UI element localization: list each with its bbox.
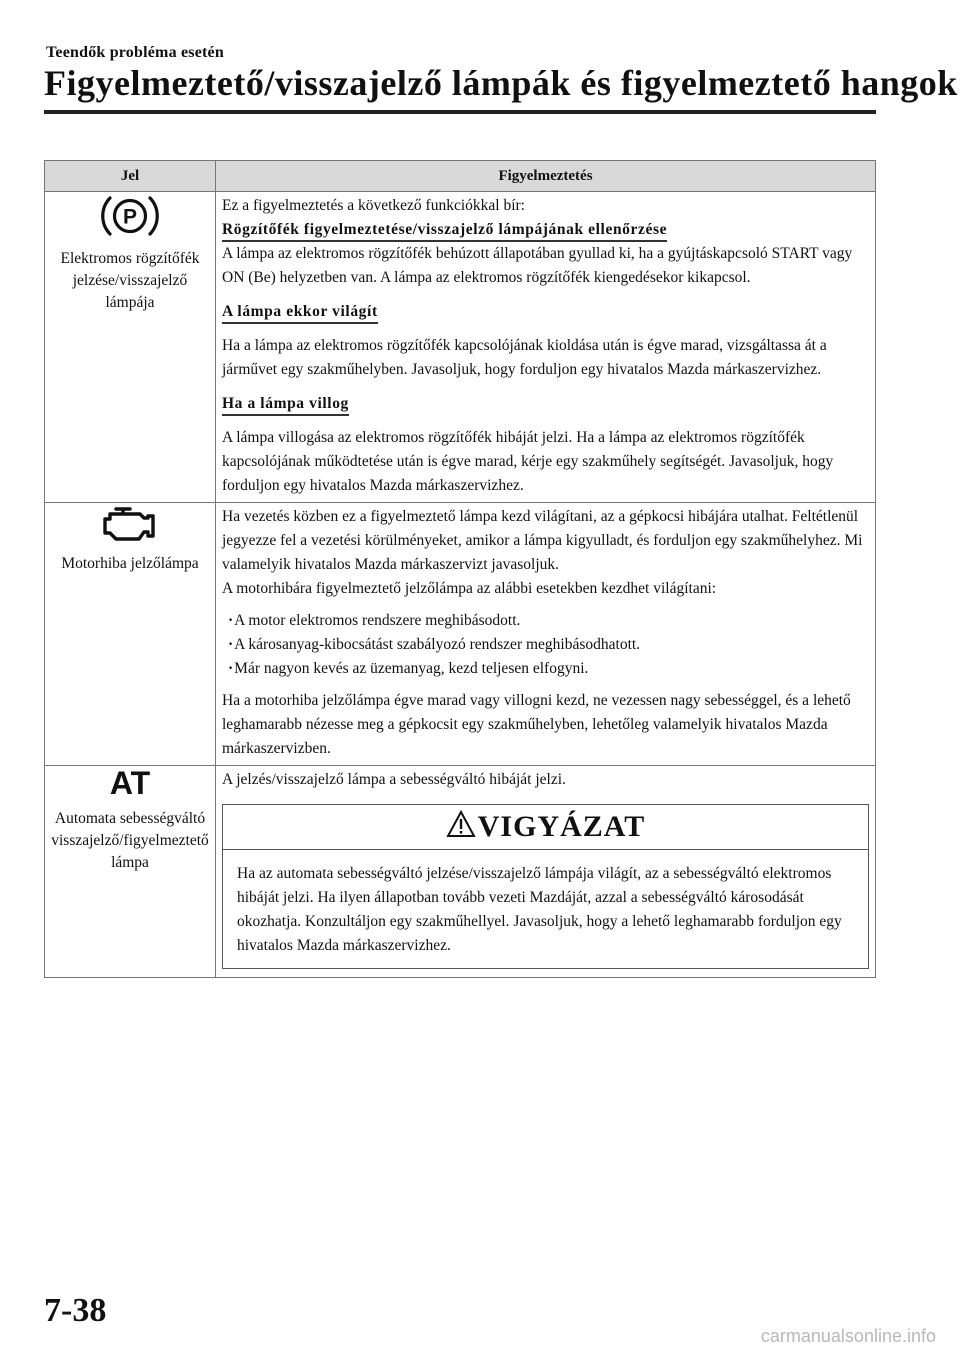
caution-header bbox=[223, 805, 868, 850]
symbol-label: Elektromos rögzítőfék jelzése/visszajelző lámpája bbox=[60, 250, 200, 311]
at-text-1: A jelzés/visszajelző lámpa a sebességváltó hibáját jelzi. bbox=[222, 771, 566, 788]
subheading-check: Rögzítőfék figyelmeztetése/visszajelző lámpájának ellenőrzése bbox=[222, 220, 667, 242]
check-engine-icon bbox=[100, 503, 160, 545]
svg-text:P: P bbox=[122, 205, 138, 229]
flash-text: A lámpa villogása az elektromos rögzítőfék hibáját jelzi. Ha a lámpa az elektromos rögzítőfék kapcsolójának működtetése után is égve marad, kérje egy szakműhely segítségét. Javasoljuk, hogy forduljon egy hivatalos Mazda márkaszervizhez. bbox=[222, 429, 834, 494]
warning-table bbox=[44, 160, 876, 978]
table-row bbox=[45, 503, 876, 766]
column-header-symbol: Jel bbox=[45, 161, 216, 192]
warning-cell bbox=[216, 766, 876, 978]
parking-brake-p-icon bbox=[99, 192, 161, 240]
symbol-label: Motorhiba jelzőlámpa bbox=[61, 555, 199, 572]
watermark: carmanualsonline.info bbox=[760, 1326, 936, 1346]
subheading-flash: Ha a lámpa villog bbox=[222, 394, 349, 416]
automatic-transmission-at-icon bbox=[99, 766, 161, 800]
caution-box bbox=[222, 804, 869, 969]
list-item: · A károsanyag-kibocsátást szabályozó rendszer meghibásodhatott. bbox=[228, 633, 869, 657]
caution-body: Ha az automata sebességváltó jelzése/visszajelző lámpája világít, az a sebességváltó elektromos hibáját jelzi. Ha ilyen állapotban tovább vezeti Mazdáját, azzal a sebességváltó károsodását okozhatja. Konzultáljon egy szakműhellyel. Javasoljuk, hogy a lehető leghamarabb forduljon egy hivatalos Mazda márkaszervizhez. bbox=[237, 865, 842, 954]
list-item: · A motor elektromos rendszere meghibásodott. bbox=[228, 609, 869, 633]
symbol-cell bbox=[45, 192, 216, 503]
intro-text: Ez a figyelmeztetés a következő funkciókkal bír: bbox=[222, 197, 525, 214]
list-item: · Már nagyon kevés az üzemanyag, kezd teljesen elfogyni. bbox=[228, 657, 869, 681]
title-rule bbox=[44, 110, 876, 114]
page-title: Figyelmeztető/visszajelző lámpák és figyelmeztető hangok bbox=[44, 63, 958, 103]
symbol-cell bbox=[45, 766, 216, 978]
caution-title: VIGYÁZAT bbox=[477, 810, 646, 843]
engine-text-1: Ha vezetés közben ez a figyelmeztető lámpa kezd világítani, az a gépkocsi hibájára utalhat. Feltétlenül jegyezze fel a vezetési körülményeket, amikor a lámpa kigyulladt, és forduljon egy szakműhelyhez. Mi valamelyik hivatalos Mazda márkaszervizt javasoljuk. bbox=[222, 508, 863, 573]
column-header-warning: Figyelmeztetés bbox=[216, 161, 876, 192]
lit-text: Ha a lámpa az elektromos rögzítőfék kapcsolójának kioldása után is égve marad, vizsgáltassa át a járművet egy szakműhelyben. Javasoljuk, hogy forduljon egy hivatalos Mazda márkaszervizhez. bbox=[222, 337, 827, 378]
table-header-row bbox=[45, 161, 876, 192]
page-number: 7-38 bbox=[44, 1292, 107, 1329]
symbol-cell bbox=[45, 503, 216, 766]
table-row bbox=[45, 766, 876, 978]
bullet-list bbox=[222, 609, 869, 681]
section-header: Teendők probléma esetén bbox=[46, 44, 224, 61]
engine-text-2: A motorhibára figyelmeztető jelzőlámpa az alábbi esetekben kezdhet világítani: bbox=[222, 580, 717, 597]
subheading-lit: A lámpa ekkor világít bbox=[222, 302, 378, 324]
at-icon-text: AT bbox=[109, 766, 151, 800]
engine-text-3: Ha a motorhiba jelzőlámpa égve marad vagy villogni kezd, ne vezessen nagy sebességgel, és a lehető leghamarabb nézesse meg a gépkocsit egy szakműhelyben, lehetőleg valamelyik hivatalos Mazda márkaszervizben. bbox=[222, 692, 851, 757]
symbol-label: Automata sebességváltó visszajelző/figyelmeztető lámpa bbox=[51, 810, 209, 871]
check-text: A lámpa az elektromos rögzítőfék behúzott állapotában gyullad ki, ha a gyújtáskapcsoló START vagy ON (Be) helyzetben van. A lámpa az elektromos rögzítőfék kiengedésekor kikapcsol. bbox=[222, 245, 853, 286]
warning-cell bbox=[216, 192, 876, 503]
warning-cell bbox=[216, 503, 876, 766]
warning-triangle-icon bbox=[446, 810, 476, 838]
table-row bbox=[45, 192, 876, 503]
